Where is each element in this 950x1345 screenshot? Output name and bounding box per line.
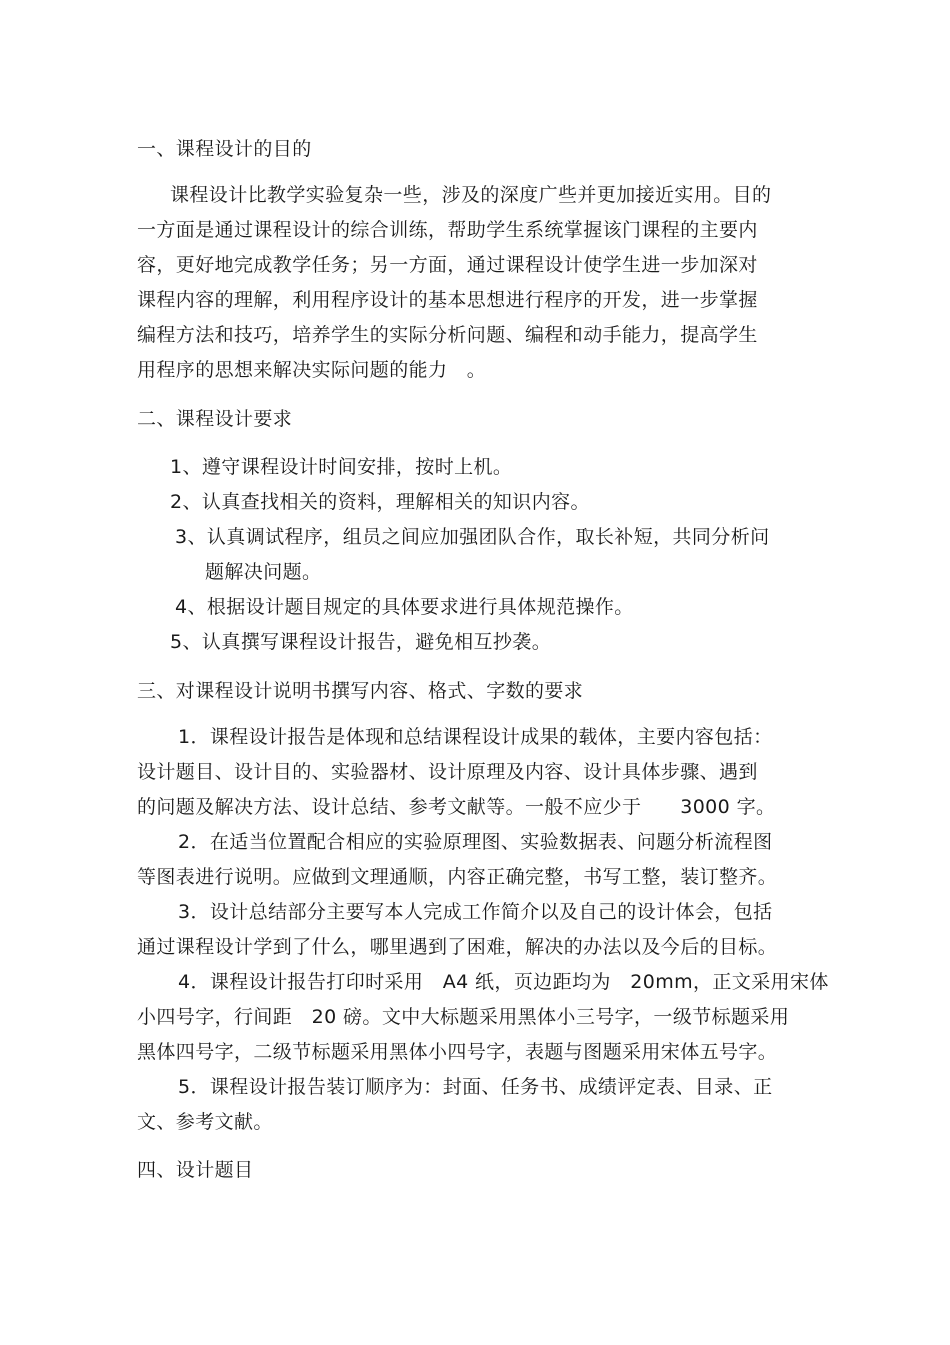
list-item: 4、根据设计题目规定的具体要求进行具体规范操作。	[175, 596, 634, 618]
paragraph-line: 编程方法和技巧，培养学生的实际分析问题、编程和动手能力，提高学生	[137, 324, 758, 346]
list-item: 1、遵守课程设计时间安排，按时上机。	[170, 456, 513, 478]
paragraph-line: 等图表进行说明。应做到文理通顺，内容正确完整，书写工整，装订整齐。	[137, 866, 778, 888]
paragraph-line: 一方面是通过课程设计的综合训练，帮助学生系统掌握该门课程的主要内	[137, 219, 758, 241]
paragraph-line: 2．在适当位置配合相应的实验原理图、实验数据表、问题分析流程图	[178, 831, 773, 853]
paragraph-line: 5．课程设计报告装订顺序为：封面、任务书、成绩评定表、目录、正	[178, 1076, 773, 1098]
section-heading-requirements: 二、课程设计要求	[137, 408, 293, 430]
paragraph-line: 课程设计比教学实验复杂一些，涉及的深度广些并更加接近实用。目的	[170, 184, 772, 206]
section-heading-format: 三、对课程设计说明书撰写内容、格式、字数的要求	[137, 680, 584, 702]
paragraph-line: 容，更好地完成教学任务；另一方面，通过课程设计使学生进一步加深对	[137, 254, 758, 276]
paragraph-line: 4．课程设计报告打印时采用 A4 纸，页边距均为 20mm，正文采用宋体	[178, 971, 829, 993]
paragraph-line: 小四号字，行间距 20 磅。文中大标题采用黑体小三号字，一级节标题采用	[137, 1006, 790, 1028]
paragraph-line: 的问题及解决方法、设计总结、参考文献等。一般不应少于 3000 字。	[137, 796, 776, 818]
list-item: 2、认真查找相关的资料，理解相关的知识内容。	[170, 491, 590, 513]
paragraph-line: 3．设计总结部分主要写本人完成工作简介以及自己的设计体会，包括	[178, 901, 773, 923]
section-heading-topics: 四、设计题目	[137, 1159, 254, 1181]
paragraph-line: 1．课程设计报告是体现和总结课程设计成果的载体，主要内容包括：	[178, 726, 773, 748]
list-item-continuation: 题解决问题。	[205, 561, 322, 583]
paragraph-line: 通过课程设计学到了什么，哪里遇到了困难，解决的办法以及今后的目标。	[137, 936, 778, 958]
paragraph-line: 课程内容的理解，利用程序设计的基本思想进行程序的开发，进一步掌握	[137, 289, 758, 311]
paragraph-line: 文、参考文献。	[137, 1111, 273, 1133]
list-item: 3、认真调试程序，组员之间应加强团队合作，取长补短，共同分析问	[175, 526, 770, 548]
paragraph-line: 设计题目、设计目的、实验器材、设计原理及内容、设计具体步骤、遇到	[137, 761, 758, 783]
list-item: 5、认真撰写课程设计报告，避免相互抄袭。	[170, 631, 552, 653]
paragraph-line: 用程序的思想来解决实际问题的能力 。	[137, 359, 487, 381]
section-heading-purpose: 一、课程设计的目的	[137, 138, 312, 160]
paragraph-line: 黑体四号字，二级节标题采用黑体小四号字，表题与图题采用宋体五号字。	[137, 1041, 778, 1063]
